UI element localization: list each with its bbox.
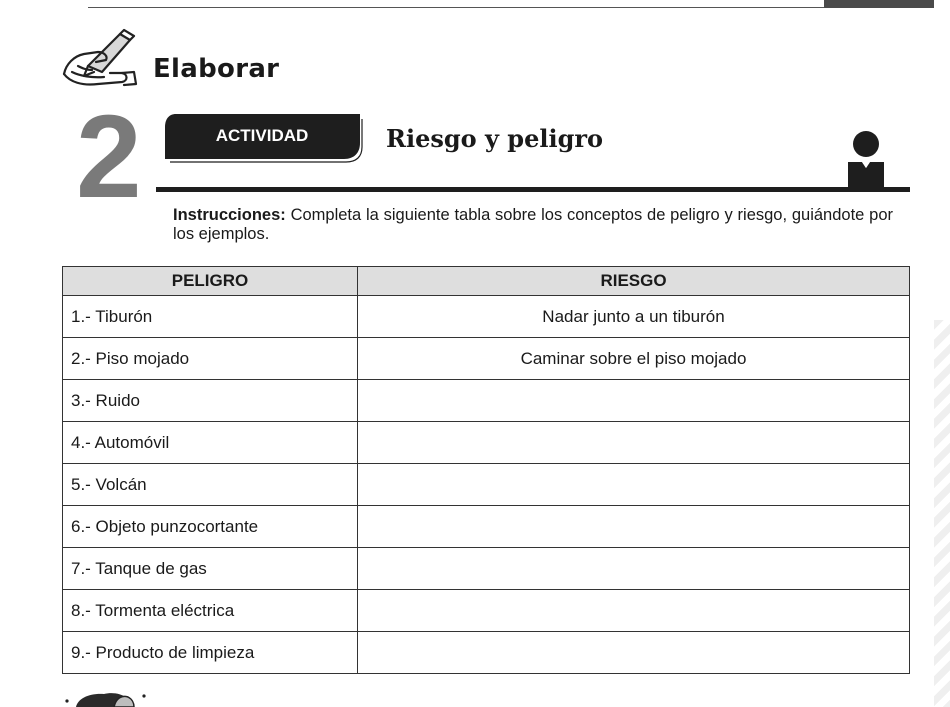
riesgo-answer-cell[interactable]: [358, 422, 910, 464]
header-peligro: PELIGRO: [63, 267, 358, 296]
activity-badge: [164, 113, 364, 163]
page-edge-decoration: [934, 320, 950, 707]
riesgo-answer-cell[interactable]: [358, 506, 910, 548]
section-title: Elaborar: [153, 54, 280, 84]
peligro-cell: 8.- Tormenta eléctrica: [63, 590, 358, 632]
riesgo-answer-cell[interactable]: [358, 464, 910, 506]
page-corner-tab: [824, 0, 934, 8]
top-rule: [88, 7, 824, 8]
table-row: [63, 380, 910, 422]
writing-hand-icon: [58, 26, 142, 90]
riesgo-cell: Caminar sobre el piso mojado: [358, 338, 910, 380]
risk-hazard-table: [62, 266, 910, 674]
riesgo-cell: Nadar junto a un tiburón: [358, 296, 910, 338]
peligro-cell: 2.- Piso mojado: [63, 338, 358, 380]
table-header-row: [63, 267, 910, 296]
table-row: [63, 548, 910, 590]
peligro-cell: 5.- Volcán: [63, 464, 358, 506]
peligro-cell: 1.- Tiburón: [63, 296, 358, 338]
riesgo-answer-cell[interactable]: [358, 548, 910, 590]
peligro-cell: 6.- Objeto punzocortante: [63, 506, 358, 548]
instructions-text: Completa la siguiente tabla sobre los conceptos de peligro y riesgo, guiándote por los ejemplos.: [173, 206, 893, 243]
table-row: [63, 590, 910, 632]
instructions-label: Instrucciones:: [173, 206, 286, 224]
activity-badge-label: ACTIVIDAD: [215, 126, 309, 145]
activity-number: 2: [76, 91, 142, 223]
activity-title: Riesgo y peligro: [386, 124, 604, 153]
riesgo-answer-cell[interactable]: [358, 632, 910, 674]
header-riesgo: RIESGO: [358, 267, 910, 296]
table-row: [63, 338, 910, 380]
riesgo-answer-cell[interactable]: [358, 590, 910, 632]
peligro-cell: 7.- Tanque de gas: [63, 548, 358, 590]
table-row: [63, 464, 910, 506]
peligro-cell: 4.- Automóvil: [63, 422, 358, 464]
riesgo-answer-cell[interactable]: [358, 380, 910, 422]
table-row: [63, 506, 910, 548]
table-row: [63, 632, 910, 674]
peligro-cell: 9.- Producto de limpieza: [63, 632, 358, 674]
activity-heading-rule: [156, 187, 910, 192]
next-section-icon: [60, 690, 150, 707]
peligro-cell: 3.- Ruido: [63, 380, 358, 422]
person-icon: [846, 130, 886, 188]
instructions: [173, 206, 893, 244]
table-row: [63, 422, 910, 464]
table-row: [63, 296, 910, 338]
